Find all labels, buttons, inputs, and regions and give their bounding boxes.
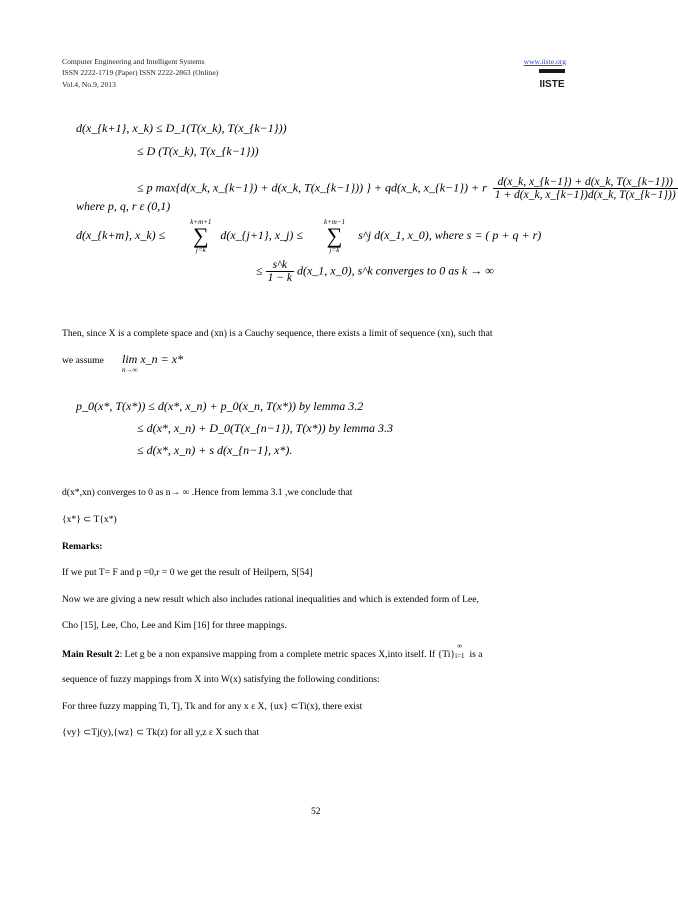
proof-line-1: p_0(x*, T(x*)) ≤ d(x*, x_n) + p_0(x_n, T(x*)) by lemma 3.2 [76,399,364,413]
equation-line-2: ≤ D (T(x_k), T(x_{k−1})) [137,144,259,158]
paragraph-sequence: sequence of fuzzy mappings from X into W(x) satisfying the following conditions: [62,674,380,685]
equation-sum-line [76,218,541,254]
union-subscript: i=1 [455,652,465,660]
paragraph-converges: d(x*,xn) converges to 0 as n→ ∞ .Hence from lemma 3.1 ,we conclude that [62,487,353,498]
sum-rhs: s^j d(x_1, x_0), where s = ( p + q + r) [358,227,542,242]
sigma-icon: ∑ [326,223,343,248]
sum1-upper: k+m+1 [190,218,212,226]
proof-line-2: ≤ d(x*, x_n) + D_0(T(x_{n−1}), T(x*)) by lemma 3.3 [137,421,393,435]
bound-rest: d(x_1, x_0), s^k converges to 0 as k → ∞ [296,263,494,278]
main-result-2: Main Result 2: Let g be a non expansive mapping from a complete metric spaces X,into itself. If {Ti} ∞ i=1 is a [62,642,483,660]
summation-2 [324,218,345,254]
paragraph-assume: we assume [62,355,104,366]
limit-subscript: n→∞ [122,366,138,374]
parameter-condition: where p, q, r ε (0,1) [76,199,171,213]
volume-line: Vol.4, No.9, 2013 [62,80,116,89]
paragraph-new-result: Now we are giving a new result which also includes rational inequalities and which is extended form of Lee, [62,594,479,605]
remarks-heading: Remarks: [62,541,103,552]
main-result-label: Main Result 2 [62,649,120,660]
sum1-lower: j=k [195,246,206,254]
union-superscript: ∞ [457,642,463,650]
journal-name: Computer Engineering and Intelligent Systems [62,57,205,66]
sum-middle: d(x_{j+1}, x_j) ≤ [220,227,303,242]
summation-1 [190,218,211,254]
paragraph-cauchy: Then, since X is a complete space and (xn) is a Cauchy sequence, there exists a limit of sequence (xn), such that [62,328,493,339]
fraction-denominator: 1 + d(x_k, x_{k−1})d(x_k, T(x_{k−1})) [494,189,676,201]
equation-line-3 [137,176,678,201]
page-number: 52 [311,806,321,817]
sum2-upper: k+m−1 [323,218,346,226]
equation-line-1: d(x_{k+1}, x_k) ≤ D_1(T(x_k), T(x_{k−1})) [76,121,287,135]
paragraph-such-that: {vy} ⊂Tj(y),{wz} ⊂ Tk(z) for all y,z ε X such that [62,727,260,738]
sum-lhs: d(x_{k+m}, x_k) ≤ [76,227,166,242]
paragraph-three-mappings: For three fuzzy mapping Ti, Tj, Tk and for any x ε X, {ux} ⊂Ti(x), there exist [62,701,363,712]
limit-expression: lim x_n = x* [122,352,184,366]
issn-line: ISSN 2222-1719 (Paper) ISSN 2222-2863 (Online) [62,68,219,77]
bound-fraction [266,259,294,284]
sigma-icon: ∑ [192,223,209,248]
equation-line-3-left: ≤ p max{d(x_k, x_{k−1}) + d(x_k, T(x_{k−1})) } + qd(x_k, x_{k−1}) + r [137,180,487,195]
logo-text: IISTE [539,79,565,90]
equation-bound-line: ≤ $\frac{s\^{}k}{1 - k}$ d(x_1, x_0), s^k converges to 0 as k → ∞ [256,259,494,284]
paragraph-citations: Cho [15], Lee, Cho, Lee and Kim [16] for three mappings. [62,620,287,631]
proof-line-3: ≤ d(x*, x_n) + s d(x_{n−1}, x*). [137,443,293,457]
paragraph-heilpern: If we put T= F and p =0,r = 0 we get the result of Heilpern, S[54] [62,567,313,578]
rational-fraction [493,176,678,201]
fraction-numerator: d(x_k, x_{k−1}) + d(x_k, T(x_{k−1})) [493,176,678,189]
bound-numerator: s^k [266,259,294,272]
subset-statement: {x*} ⊂ T{x*) [62,514,117,525]
bound-denominator: 1 − k [267,272,292,284]
iiste-logo-icon [538,67,566,91]
sum2-lower: j=k [329,246,340,254]
journal-url-link[interactable]: www.iiste.org [523,57,566,66]
